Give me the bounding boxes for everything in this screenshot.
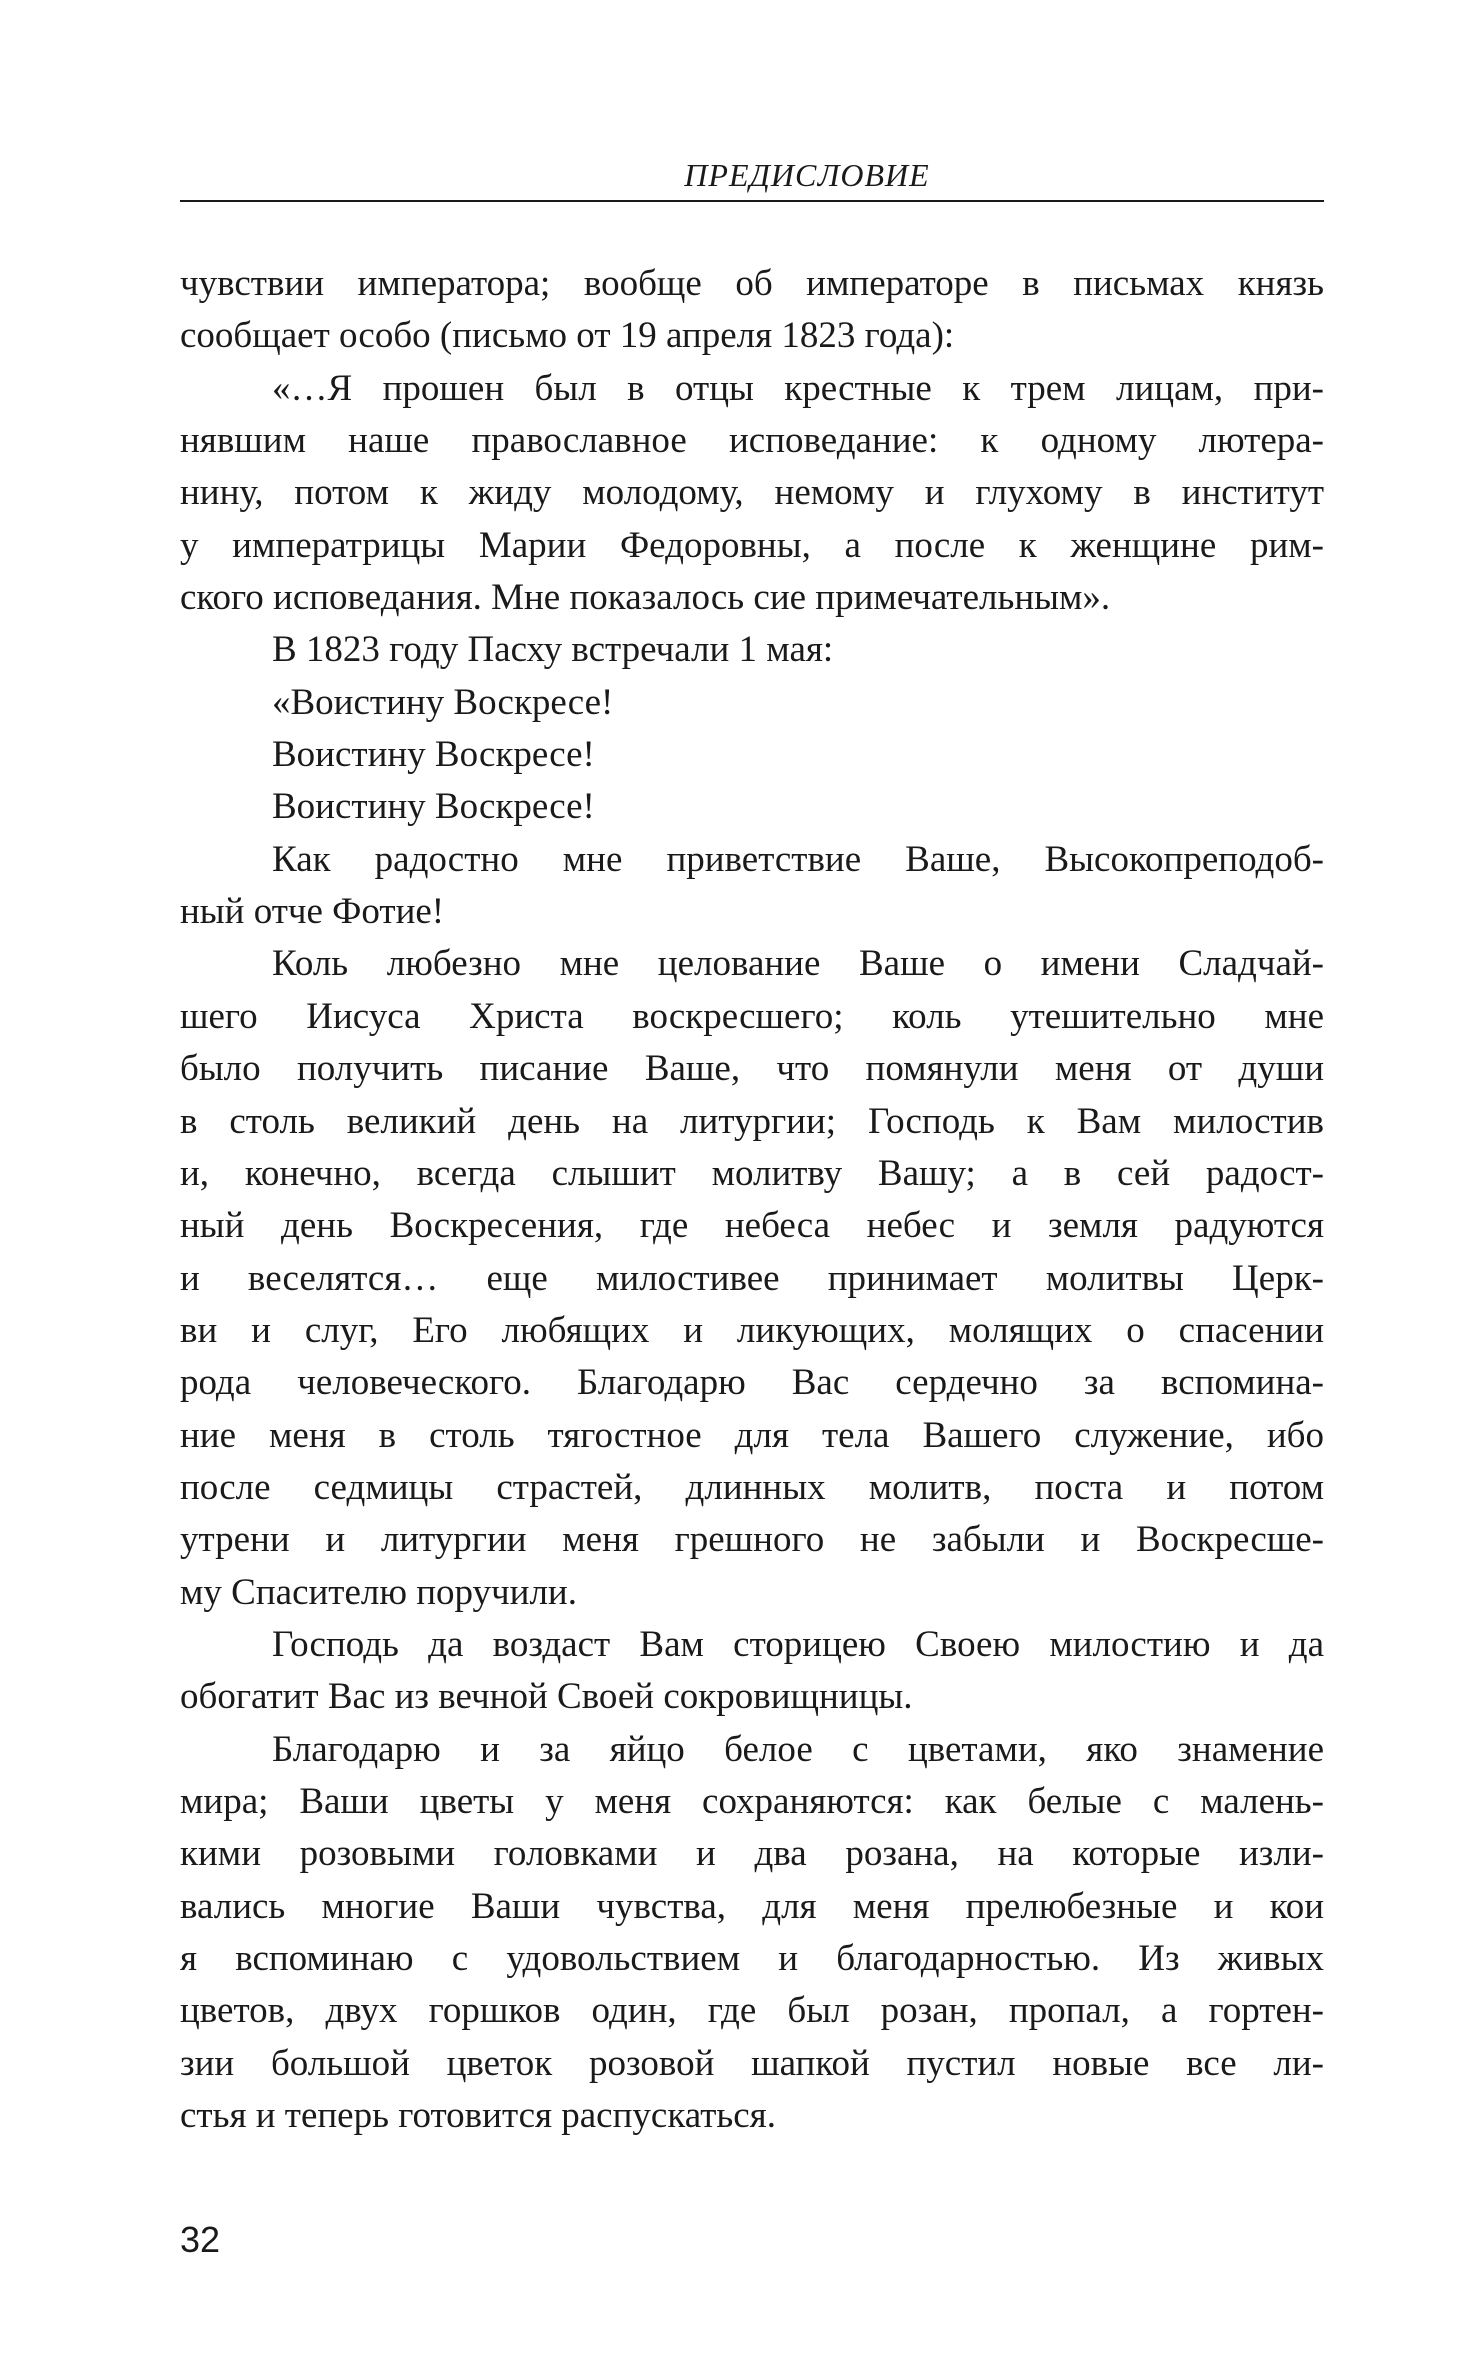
text-line: цветов, двух горшков один, где был розан, пропал, а гортен-	[180, 1990, 1324, 2032]
text-line: Господь да воздаст Вам сторицею Своею милостию и да	[272, 1623, 1324, 1665]
text-line: нявшим наше православное исповедание: к одному лютера-	[180, 420, 1324, 462]
text-line: Благодарю и за яйцо белое с цветами, яко знамение	[272, 1728, 1324, 1770]
text-line: Воистину Воскресе!	[272, 786, 595, 828]
text-line: и веселятся… еще милостивее принимает молитвы Церк-	[180, 1257, 1324, 1299]
text-line: стья и теперь готовится распускаться.	[180, 2095, 776, 2137]
text-line: обогатит Вас из вечной Своей сокровищницы.	[180, 1676, 913, 1718]
page-number: 32	[180, 2219, 221, 2260]
text-line: и, конечно, всегда слышит молитву Вашу; а в сей радост-	[180, 1152, 1324, 1194]
text-line: я вспоминаю с удовольствием и благодарностью. Из живых	[180, 1938, 1324, 1979]
text-line: му Спасителю поручили.	[180, 1571, 577, 1613]
text-line: утрени и литургии меня грешного не забыли и Воскресше-	[180, 1519, 1324, 1561]
running-head	[180, 156, 1324, 202]
text-line: шего Иисуса Христа воскресшего; коль утешительно мне	[180, 995, 1324, 1037]
text-line: нину, потом к жиду молодому, немому и глухому в институт	[180, 472, 1324, 514]
text-line: мира; Ваши цветы у меня сохраняются: как белые с малень-	[180, 1780, 1324, 1822]
text-line: зии большой цветок розовой шапкой пустил новые все ли-	[180, 2042, 1324, 2084]
text-line: кими розовыми головками и два розана, на которые изли-	[180, 1833, 1324, 1875]
text-line: ный день Воскресения, где небеса небес и земля радуются	[180, 1205, 1324, 1247]
text-line: ви и слуг, Его любящих и ликующих, молящих о спасении	[180, 1309, 1324, 1351]
text-line: ского исповедания. Мне показалось сие примечательным».	[180, 577, 1111, 619]
text-line: ние меня в столь тягостное для тела Вашего служение, ибо	[180, 1414, 1324, 1456]
text-line: у императрицы Марии Федоровны, а после к женщине рим-	[180, 524, 1324, 566]
text-line: в столь великий день на литургии; Господь к Вам милостив	[180, 1100, 1324, 1142]
text-line: В 1823 году Пасху встречали 1 мая:	[272, 629, 834, 671]
text-line: ный отче Фотие!	[180, 891, 445, 933]
text-line: сообщает особо (письмо от 19 апреля 1823 года):	[180, 315, 955, 357]
text-line: «…Я прошен был в отцы крестные к трем лицам, при-	[272, 367, 1324, 409]
text-line: рода человеческого. Благодарю Вас сердечно за вспомина-	[180, 1362, 1324, 1404]
text-line: Как радостно мне приветствие Ваше, Высокопреподоб-	[272, 838, 1324, 880]
text-line: Коль любезно мне целование Ваше о имени Сладчай-	[272, 943, 1324, 985]
running-head-title: ПРЕДИСЛОВИЕ	[684, 157, 930, 193]
text-line: вались многие Ваши чувства, для меня прелюбезные и кои	[180, 1885, 1324, 1927]
text-line: чувствии императора; вообще об императоре в письмах князь	[180, 263, 1324, 304]
text-line: «Воистину Воскресе!	[272, 681, 614, 723]
body-text	[180, 258, 1324, 2142]
text-line: после седмицы страстей, длинных молитв, поста и потом	[180, 1466, 1324, 1508]
text-line: было получить писание Ваше, что помянули меня от души	[180, 1048, 1324, 1090]
text-line: Воистину Воскресе!	[272, 734, 595, 776]
